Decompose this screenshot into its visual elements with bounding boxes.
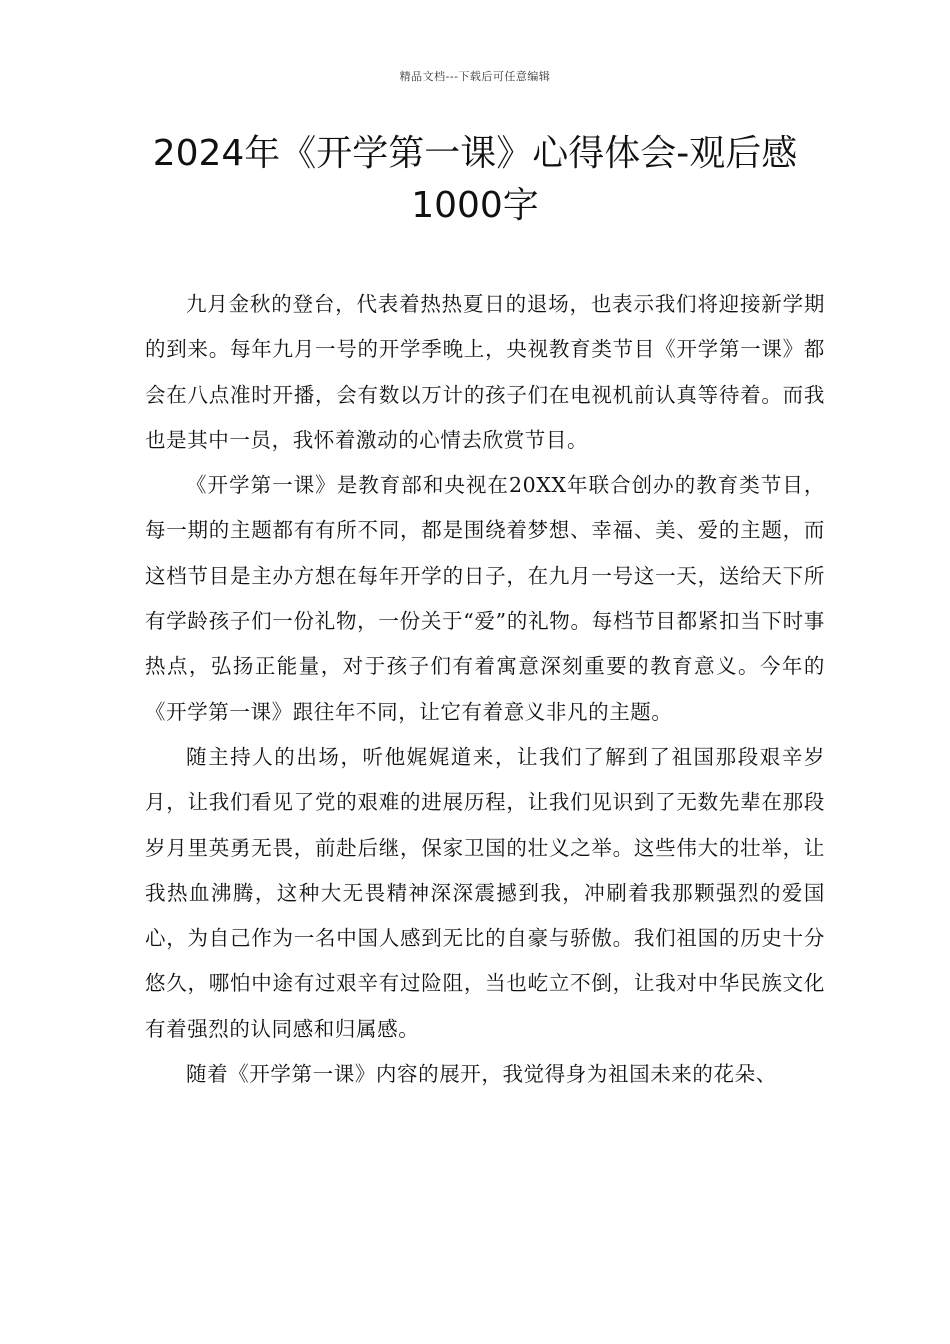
- paragraph: 九月金秋的登台，代表着热热夏日的退场，也表示我们将迎接新学期的到来。每年九月一号的开学季晚上，央视教育类节目《开学第一课》都会在八点准时开播，会有数以万计的孩子们在电视机前认真等待着。而我也是其中一员，我怀着激动的心情去欣赏节目。: [145, 292, 825, 452]
- document-body: [145, 282, 825, 1097]
- document-title: 2024年《开学第一课》心得体会-观后感1000字: [152, 133, 798, 226]
- header-note: 精品文档---下载后可任意编辑: [399, 70, 551, 83]
- paragraph: 《开学第一课》是教育部和央视在20XX年联合创办的教育类节目，每一期的主题都有有所不同，都是围绕着梦想、幸福、美、爱的主题，而这档节目是主办方想在每年开学的日子，在九月一号这一天，送给天下所有学龄孩子们一份礼物，一份关于“爱”的礼物。每档节目都紧扣当下时事热点，弘扬正能量，对于孩子们有着寓意深刻重要的教育意义。今年的《开学第一课》跟往年不同，让它有着意义非凡的主题。: [145, 473, 825, 724]
- paragraph: 随主持人的出场，听他娓娓道来，让我们了解到了祖国那段艰辛岁月，让我们看见了党的艰难的进展历程，让我们见识到了无数先辈在那段岁月里英勇无畏，前赴后继，保家卫国的壮义之举。这些伟大的壮举，让我热血沸腾，这种大无畏精神深深震撼到我，冲刷着我那颗强烈的爱国心，为自己作为一名中国人感到无比的自豪与骄傲。我们祖国的历史十分悠久，哪怕中途有过艰辛有过险阻，当也屹立不倒，让我对中华民族文化有着强烈的认同感和归属感。: [145, 744, 825, 1041]
- paragraph: 随着《开学第一课》内容的展开，我觉得身为祖国未来的花朵、: [186, 1062, 777, 1087]
